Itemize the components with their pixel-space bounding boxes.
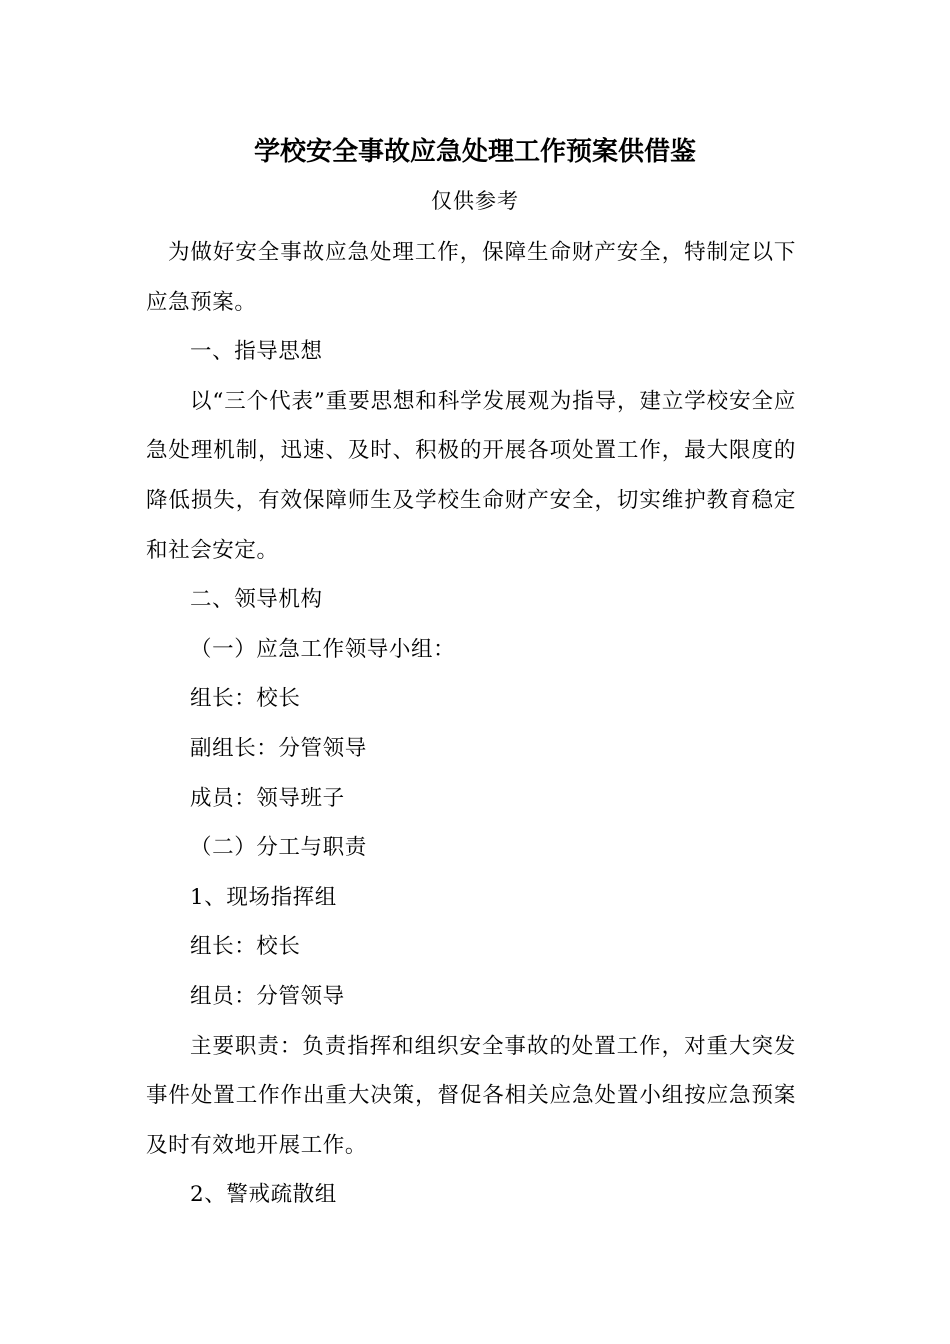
document-title: 学校安全事故应急处理工作预案供借鉴 — [253, 137, 696, 167]
item-heading-command-group: 1、现场指挥组 — [190, 884, 337, 910]
list-item: 组员：分管领导 — [190, 983, 345, 1009]
subsection-heading-leading-group: （一）应急工作领导小组： — [190, 636, 456, 662]
list-item: 组长：校长 — [190, 686, 301, 712]
list-item: 副组长：分管领导 — [190, 735, 367, 761]
intro-paragraph: 为做好安全事故应急处理工作，保障生命财产安全，特制定以下应急预案。 — [146, 240, 796, 315]
list-item: 组长：校长 — [190, 934, 301, 960]
duties-paragraph: 主要职责：负责指挥和组织安全事故的处置工作，对重大突发事件处置工作作出重大决策，督促各相关应急处置小组按应急预案及时有效地开展工作。 — [146, 1033, 796, 1158]
section-heading-guiding-ideology: 一、指导思想 — [190, 339, 323, 365]
document-body — [146, 228, 796, 1220]
document-subtitle: 仅供参考 — [431, 189, 519, 213]
guiding-ideology-paragraph: 以“三个代表”重要思想和科学发展观为指导，建立学校安全应急处理机制，迅速、及时、积极的开展各项处置工作，最大限度的降低损失，有效保障师生及学校生命财产安全，切实维护教育稳定和社会安定。 — [146, 388, 796, 563]
list-item: 成员：领导班子 — [190, 785, 345, 811]
section-heading-leadership: 二、领导机构 — [190, 587, 323, 613]
item-heading-evacuation-group: 2、警戒疏散组 — [190, 1182, 337, 1208]
subsection-heading-division: （二）分工与职责 — [190, 835, 367, 861]
